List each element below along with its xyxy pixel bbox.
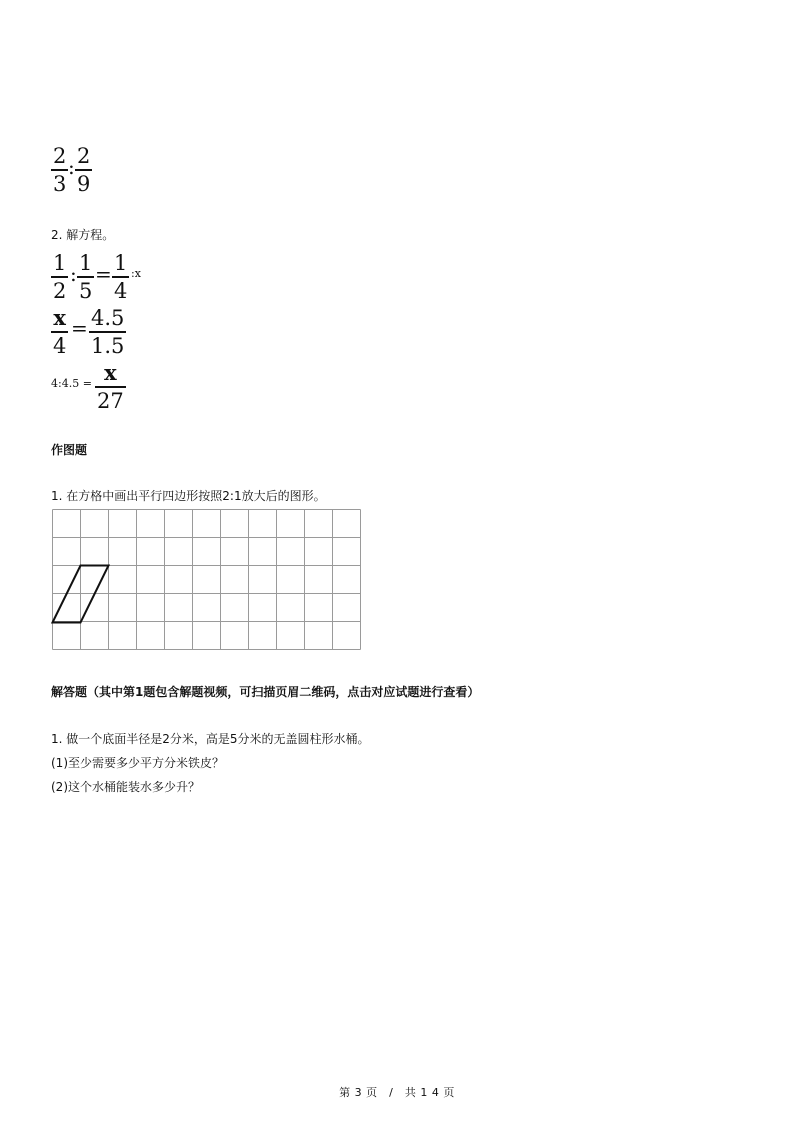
- square-grid: [51, 508, 365, 652]
- eq1-equals: =: [95, 262, 112, 286]
- fraction-two-thirds: 2 3: [53, 144, 67, 196]
- section-heading-drawing: 作图题: [51, 443, 88, 457]
- eq2-fraction-b: 4.5 1.5: [91, 306, 125, 358]
- eq3-fraction: x 27: [97, 360, 124, 413]
- question-2-title: 2. 解方程。: [51, 228, 115, 242]
- eq1-fraction-a: 1 2: [53, 251, 67, 303]
- fraction-two-ninths: 2 9: [77, 144, 91, 196]
- page-footer: 第 3 页 / 共 1 4 页: [339, 1086, 455, 1099]
- eq2-fraction-a: x 4: [53, 305, 67, 358]
- drawing-question-1: 1. 在方格中画出平行四边形按照2:1放大后的图形。: [51, 489, 326, 503]
- section-heading-answer: 解答题（其中第1题包含解题视频，可扫描页眉二维码，点击对应试题进行查看）: [51, 685, 480, 699]
- answer-subquestion-1: (1)至少需要多少平方分米铁皮？: [51, 756, 224, 770]
- eq1-colon: :: [70, 262, 77, 286]
- eq2-equals: =: [71, 316, 88, 340]
- ratio-colon: :: [68, 155, 75, 179]
- eq1-fraction-c: 1 4: [114, 251, 128, 303]
- answer-question-1: 1. 做一个底面半径是2分米，高是5分米的无盖圆柱形水桶。: [51, 732, 370, 746]
- eq1-fraction-b: 1 5: [79, 251, 93, 303]
- eq1-tail: :x: [131, 267, 141, 280]
- eq3-lead: 4:4.5 =: [51, 377, 92, 390]
- answer-subquestion-2: (2)这个水桶能装水多少升？: [51, 780, 200, 794]
